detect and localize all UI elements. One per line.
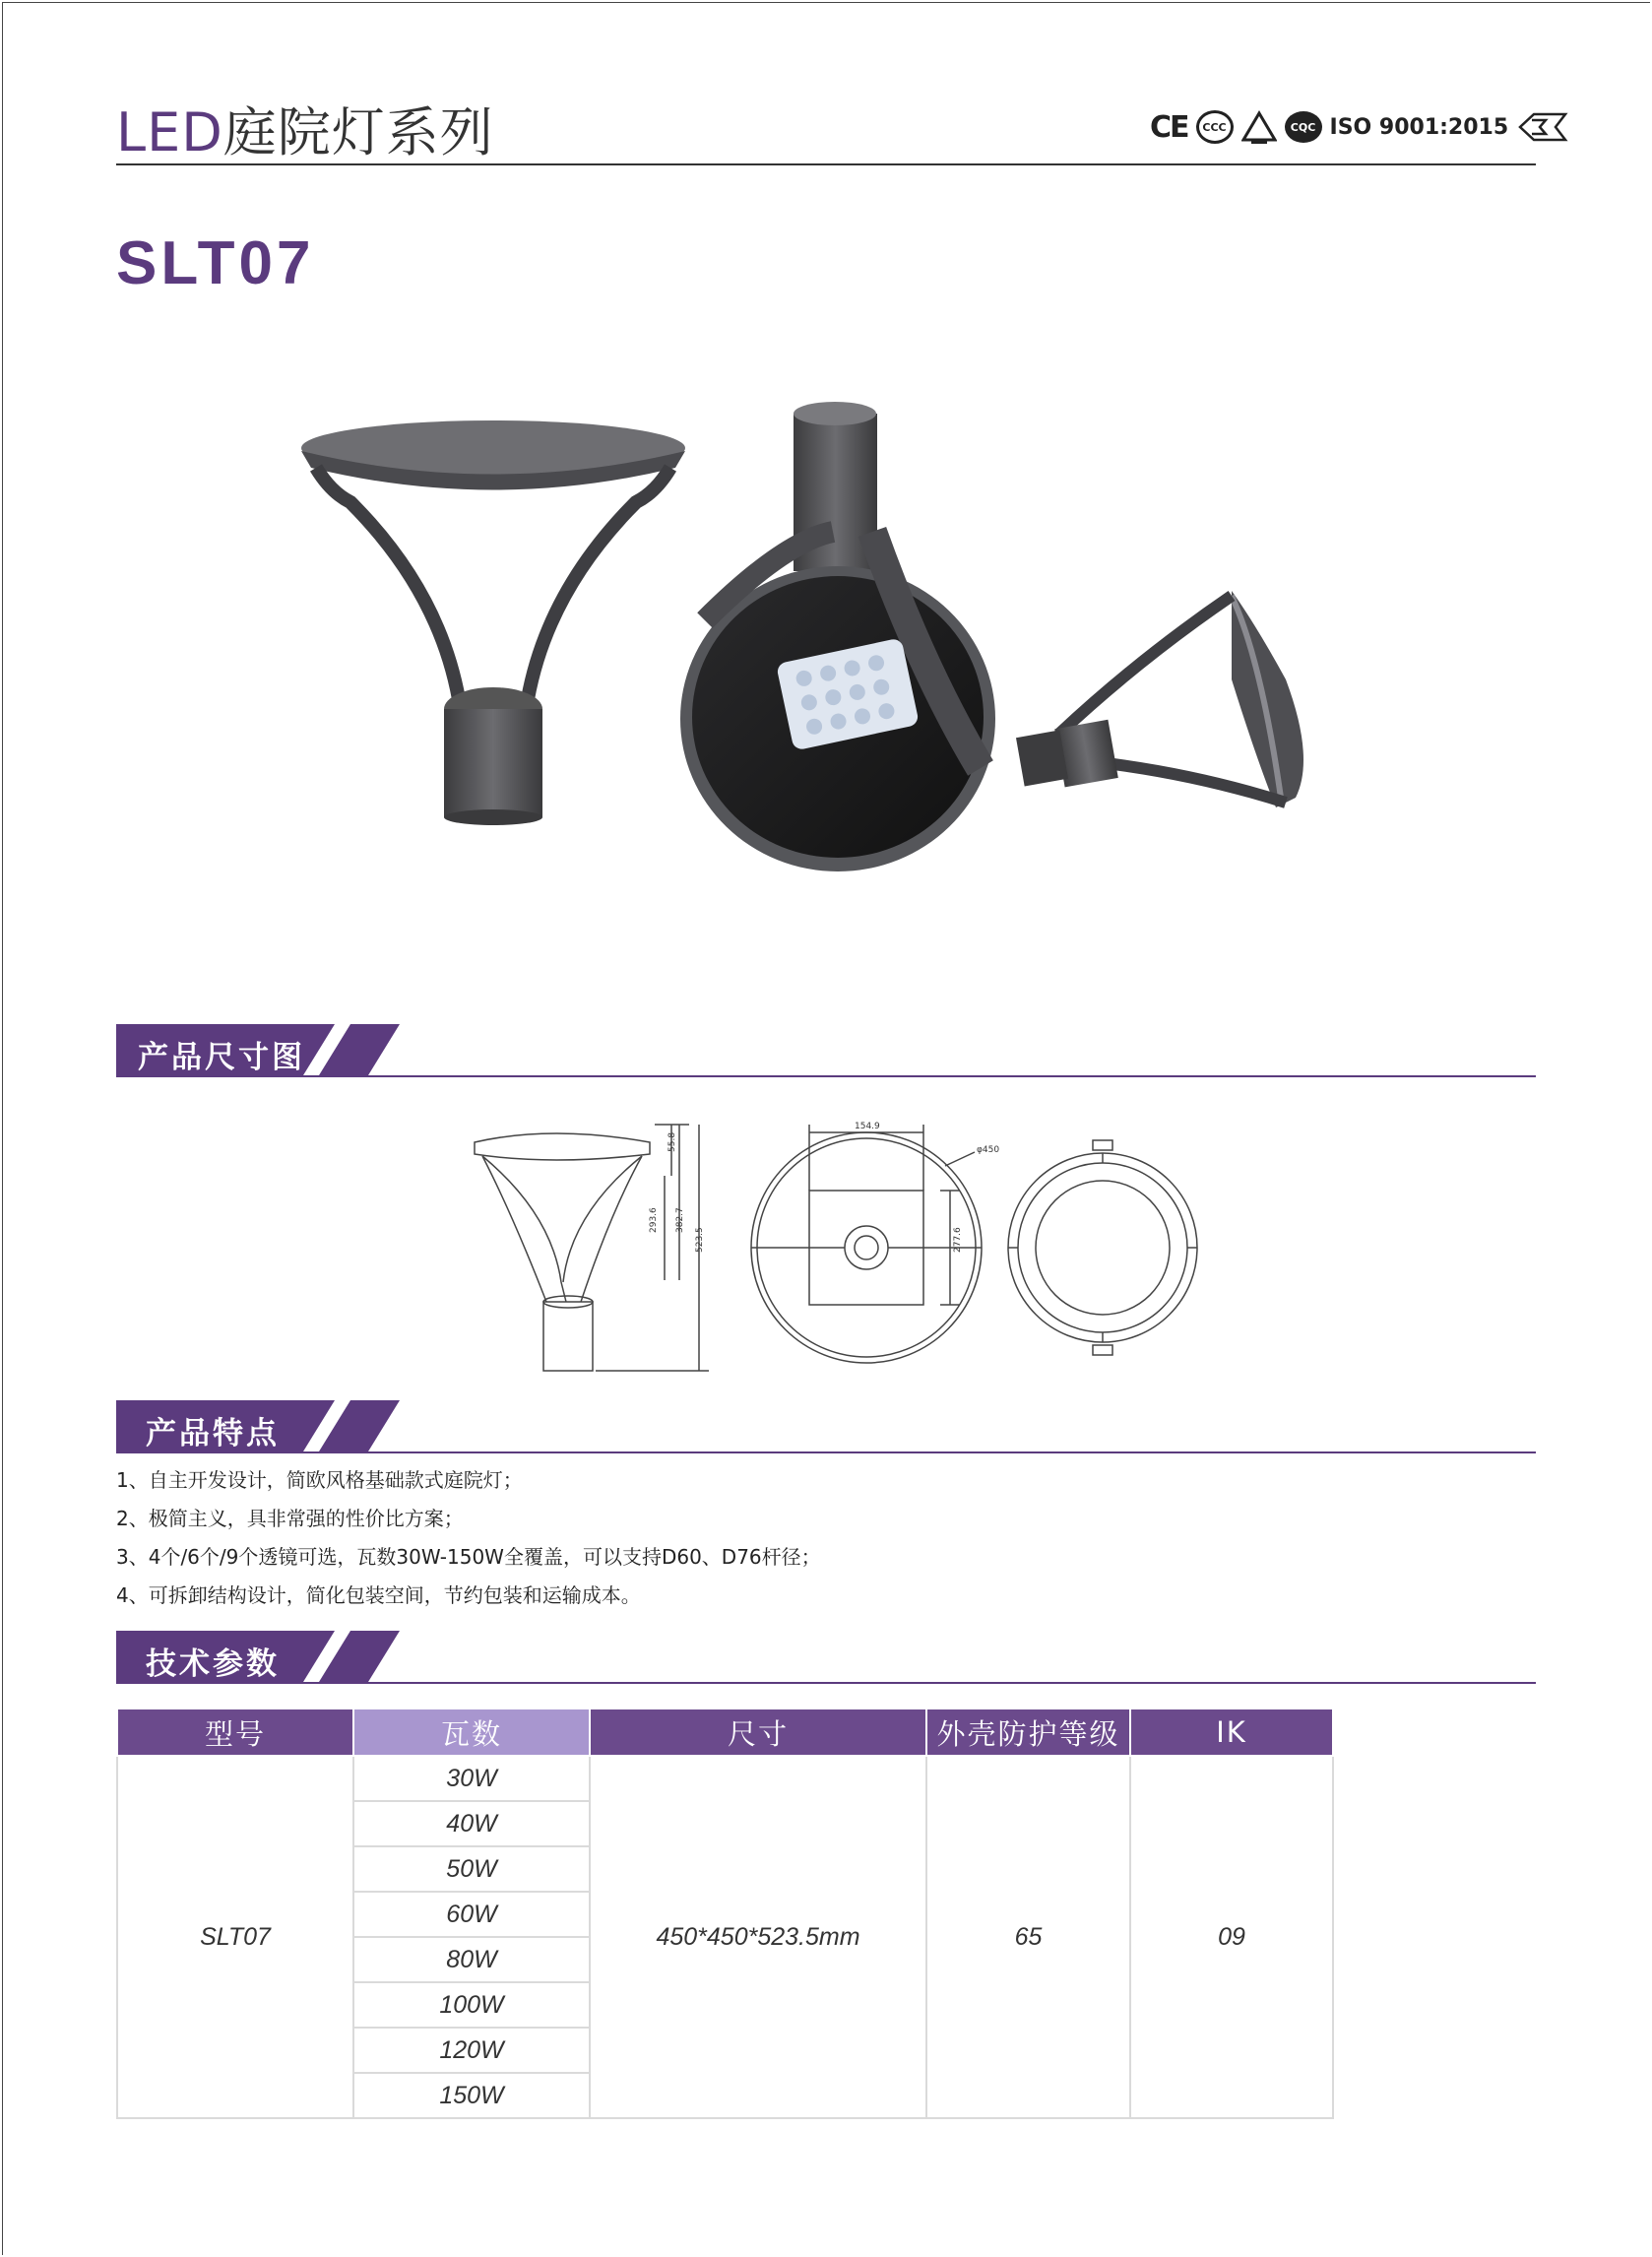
feature-item: 1、自主开发设计，简欧风格基础款式庭院灯；	[116, 1468, 523, 1492]
bottom-view-drawing	[751, 1125, 982, 1363]
ccc-mark-icon: CCC	[1196, 110, 1234, 144]
emc-mark-icon	[1516, 110, 1573, 144]
dimension-drawing	[453, 1105, 1260, 1390]
header-divider	[116, 163, 1536, 165]
feature-item: 3、4个/6个/9个透镜可选，瓦数30W-150W全覆盖，可以支持D60、D76杆径；	[116, 1545, 821, 1569]
section-title-specs: 技术参数	[146, 1646, 280, 1682]
header-size: 尺寸	[590, 1709, 926, 1756]
section-header-features	[116, 1400, 1536, 1455]
iso-certification-label: ISO 9001:2015	[1329, 114, 1509, 140]
section-title-dimensions: 产品尺寸图	[138, 1040, 305, 1075]
front-view-drawing	[475, 1125, 709, 1371]
section-header-specs	[116, 1631, 1536, 1686]
dim-label-h3: 382.7	[675, 1207, 685, 1233]
cell-model: SLT07	[117, 1756, 353, 2118]
feature-list	[116, 1461, 821, 1615]
cell-wattage: 80W	[353, 1937, 590, 1982]
dim-label-h1: 55.8	[667, 1131, 677, 1152]
section-divider	[116, 1075, 1536, 1077]
lamp-side-view	[1016, 591, 1303, 807]
cell-size: 450*450*523.5mm	[590, 1756, 926, 2118]
cell-wattage: 30W	[353, 1756, 590, 1801]
cell-wattage: 120W	[353, 2028, 590, 2073]
header-wattage: 瓦数	[353, 1709, 590, 1756]
cell-wattage: 40W	[353, 1801, 590, 1846]
header-ik: IK	[1130, 1709, 1333, 1756]
feature-item: 2、极简主义，具非常强的性价比方案；	[116, 1507, 464, 1530]
top-view-drawing	[1008, 1140, 1197, 1355]
section-divider	[116, 1451, 1536, 1453]
dim-label-diameter: φ450	[977, 1145, 1000, 1155]
cell-ip-rating: 65	[926, 1756, 1130, 2118]
cqc-mark-icon: CQC	[1285, 111, 1322, 143]
ce-mark-icon: CE	[1150, 109, 1188, 145]
dim-label-h4: 523.5	[695, 1227, 705, 1253]
cell-wattage: 150W	[353, 2073, 590, 2118]
cell-wattage: 100W	[353, 1982, 590, 2028]
model-title: SLT07	[116, 229, 315, 297]
section-header-dimensions	[116, 1024, 1536, 1079]
feature-item: 4、可拆卸结构设计，简化包装空间，节约包装和运输成本。	[116, 1583, 641, 1607]
spec-table	[116, 1708, 1334, 2119]
section-title-features: 产品特点	[146, 1416, 280, 1451]
lamp-front-view	[301, 420, 685, 825]
dim-label-side: 277.6	[953, 1227, 963, 1253]
dim-label-top-width: 154.9	[855, 1122, 880, 1131]
cell-wattage: 50W	[353, 1846, 590, 1892]
cell-wattage: 60W	[353, 1892, 590, 1937]
header-ip-rating: 外壳防护等级	[926, 1709, 1130, 1756]
series-title	[116, 91, 494, 166]
series-title-suffix: 庭院灯系列	[222, 101, 494, 163]
dim-label-h2: 293.6	[649, 1207, 659, 1233]
series-title-prefix: LED	[116, 101, 223, 163]
cell-ik: 09	[1130, 1756, 1333, 2118]
product-photos	[272, 384, 1355, 876]
section-divider	[116, 1682, 1536, 1684]
certification-logos	[1150, 106, 1573, 148]
lamp-bottom-view	[680, 402, 995, 871]
safety-triangle-icon	[1241, 110, 1277, 144]
table-row	[117, 1756, 1333, 1801]
header-model: 型号	[117, 1709, 353, 1756]
spec-table-header-row	[117, 1709, 1333, 1756]
